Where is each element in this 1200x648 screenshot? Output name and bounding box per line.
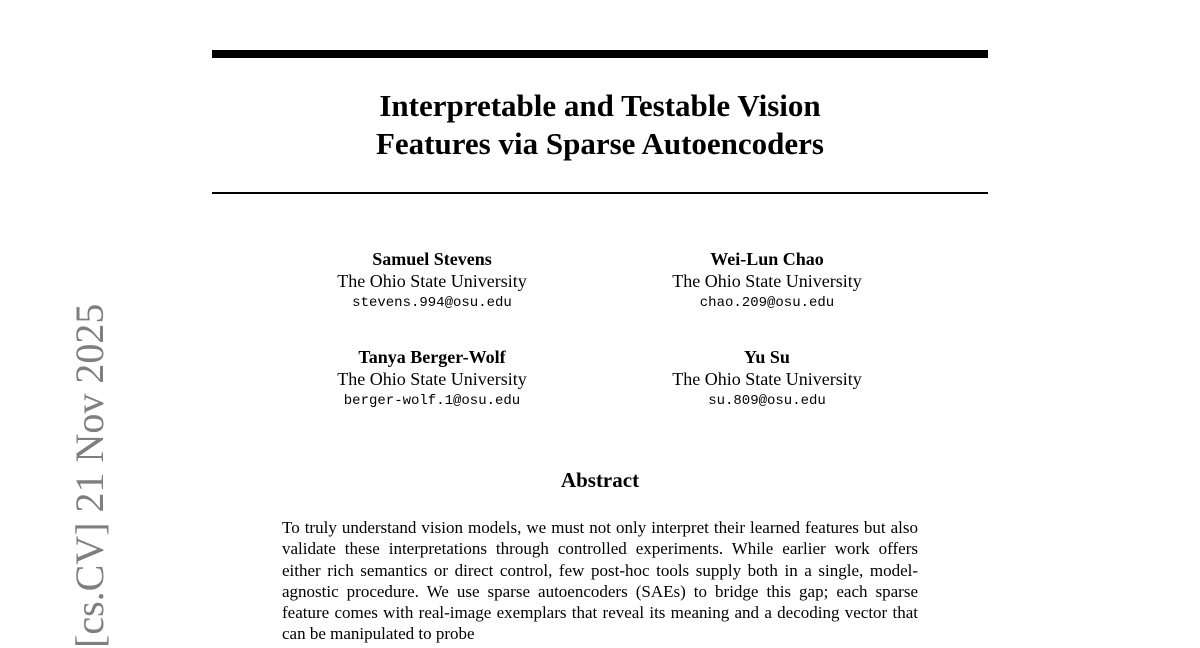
author-email[interactable]: berger-wolf.1@osu.edu [343, 393, 521, 409]
title-line-2: Features via Sparse Autoencoders [375, 126, 825, 161]
author-block-2 [587, 248, 947, 314]
author-email[interactable]: su.809@osu.edu [708, 393, 826, 409]
author-affiliation: The Ohio State University [337, 369, 527, 389]
author-block-4 [587, 346, 947, 412]
author-block-3 [252, 346, 612, 412]
author-name: Wei-Lun Chao [710, 249, 824, 269]
title-line-1: Interpretable and Testable Vision [379, 88, 821, 123]
author-name: Yu Su [744, 347, 790, 367]
abstract-body: To truly understand vision models, we must not only interpret their learned features but also validate these interpretations through controlled experiments. While earlier work offers either rich semantics or direct control, few post-hoc tools supply both in a single, model-agnostic procedure. We use sparse autoencoders (SAEs) to bridge this gap; each sparse feature comes with real-image exemplars that reveal its meaning and a decoding vector that can be manipulated to probe [282, 518, 918, 644]
author-name: Tanya Berger-Wolf [358, 347, 506, 367]
author-block-1 [252, 248, 612, 314]
author-affiliation: The Ohio State University [337, 271, 527, 291]
author-affiliation: The Ohio State University [672, 271, 862, 291]
paper-title [212, 87, 988, 163]
top-rule [212, 50, 988, 58]
abstract-heading: Abstract [560, 468, 640, 492]
arxiv-stamp: [cs.CV] 21 Nov 2025 [67, 303, 112, 648]
title-rule [212, 192, 988, 194]
author-name: Samuel Stevens [372, 249, 492, 269]
author-affiliation: The Ohio State University [672, 369, 862, 389]
author-email[interactable]: stevens.994@osu.edu [352, 295, 512, 311]
author-email[interactable]: chao.209@osu.edu [699, 295, 835, 311]
